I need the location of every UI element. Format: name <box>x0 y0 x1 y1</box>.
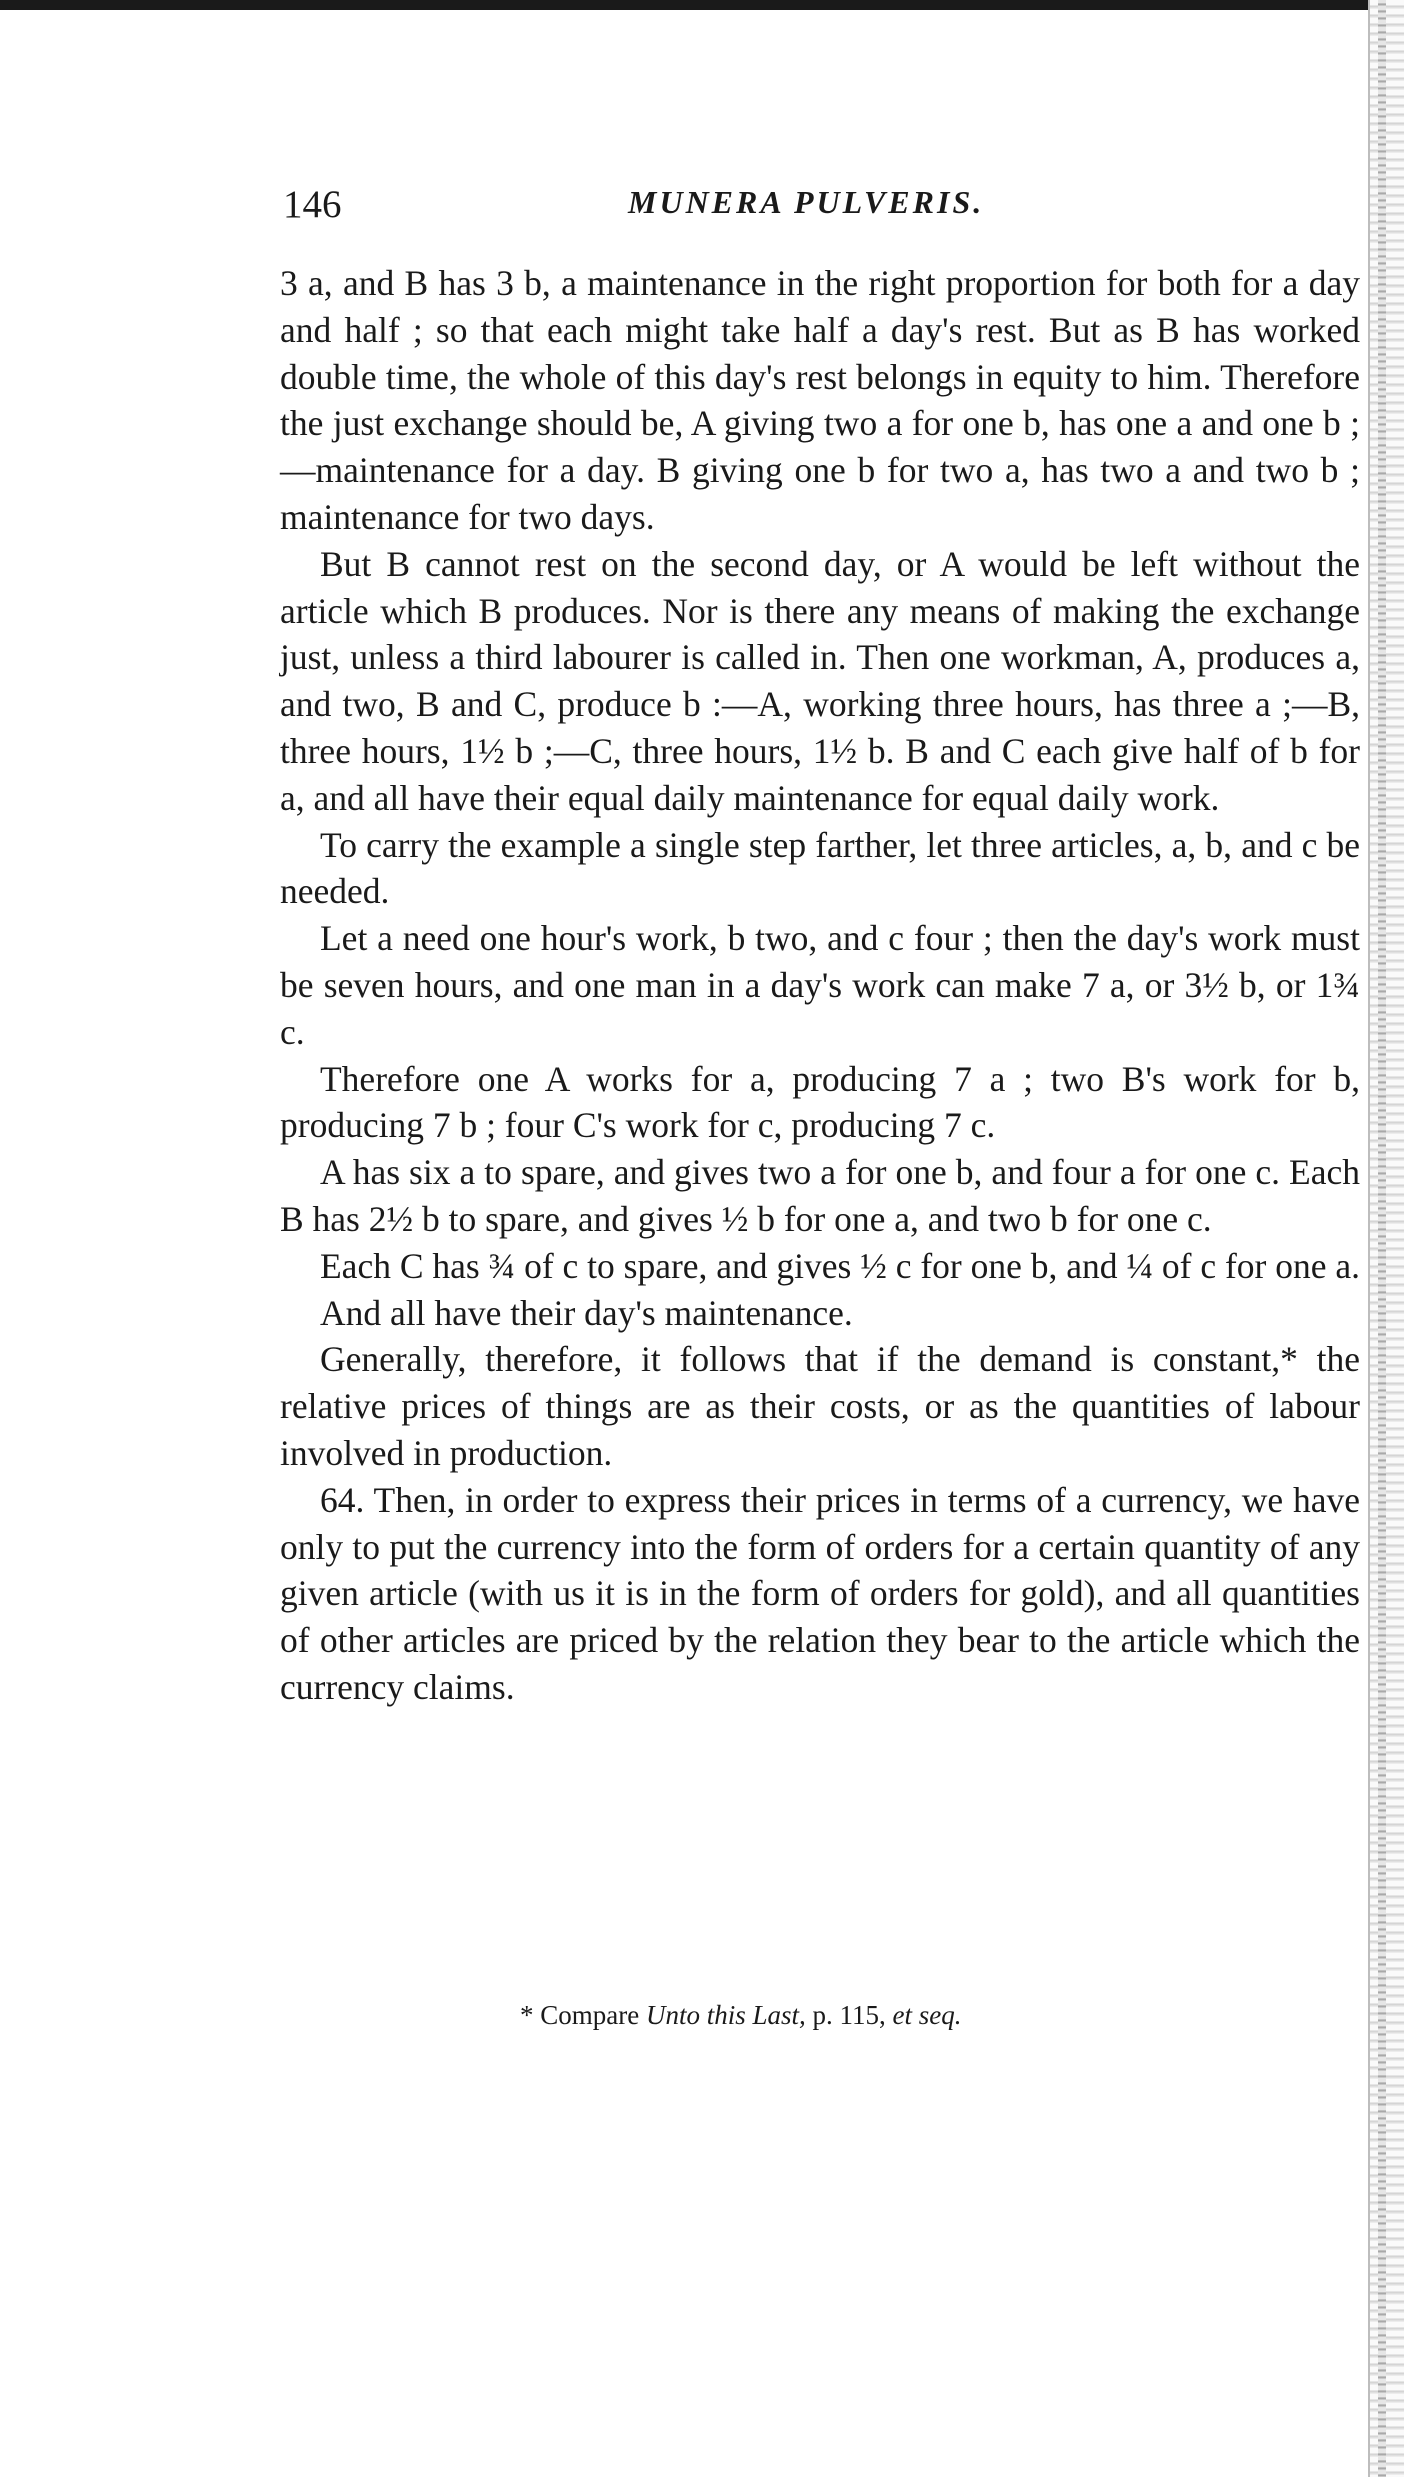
paragraph-8: And all have their day's maintenance. <box>320 1292 853 1333</box>
page-number: 146 <box>283 183 342 226</box>
page-binding-edge <box>1378 0 1386 2477</box>
footnote-ref: p. 115, <box>812 2000 886 2030</box>
running-title: MUNERA PULVERIS. <box>628 184 985 220</box>
paragraph-2: But B cannot rest on the second day, or A would be left without the article which B produces. Nor is there any means of making the exchange just, unless a third labourer is called in. Then one workman, A, produces a, and two, B and C, produce b :—A, working three hours, has three a ;—B, three hours, 1½ b ;—C, three hours, 1½ b. B and C each give half of b for a, and all have their equal daily maintenance for equal daily work. <box>280 543 1360 818</box>
page-right-edge <box>1368 0 1404 2477</box>
page-header <box>283 182 1363 238</box>
footnote <box>520 2000 1220 2031</box>
paragraph-3: To carry the example a single step farther, let three articles, a, b, and c be needed. <box>280 824 1360 912</box>
page-top-edge <box>0 0 1404 10</box>
paragraph-4: Let a need one hour's work, b two, and c four ; then the day's work must be seven hours, and one man in a day's work can make 7 a, or 3½ b, or 1¾ c. <box>280 918 1360 1052</box>
footnote-prefix: * Compare <box>520 2000 640 2030</box>
paragraph-1: 3 a, and B has 3 b, a maintenance in the right proportion for both for a day and half ; so that each might take half a day's rest. But as B has worked double time, the whole of this day's rest belongs in equity to him. Therefore the just exchange should be, A giving two a for one b, has one a and one b ;—maintenance for a day. B giving one b for two a, has two a and two b ; maintenance for two days. <box>280 263 1360 537</box>
footnote-title: Unto this Last, <box>645 2000 806 2030</box>
paragraph-10: 64. Then, in order to express their prices in terms of a currency, we have only to put the currency into the form of orders for a certain quantity of any given article (with us it is in the form of orders for gold), and all quantities of other articles are priced by the relation they bear to the article which the currency claims. <box>280 1479 1360 1707</box>
paragraph-6: A has six a to spare, and gives two a for one b, and four a for one c. Each B has 2½ b to spare, and gives ½ b for one a, and two b for one c. <box>280 1152 1360 1239</box>
body-text <box>280 260 1360 1711</box>
paragraph-9: Generally, therefore, it follows that if the demand is constant,* the relative prices of things are as their costs, or as the quantities of labour involved in production. <box>280 1339 1360 1473</box>
paragraph-7: Each C has ¾ of c to spare, and gives ½ c for one b, and ¼ of c for one a. <box>320 1245 1361 1286</box>
footnote-suffix: et seq. <box>892 2000 962 2030</box>
paragraph-5: Therefore one A works for a, producing 7 a ; two B's work for b, producing 7 b ; four C's work for c, producing 7 c. <box>280 1058 1360 1146</box>
